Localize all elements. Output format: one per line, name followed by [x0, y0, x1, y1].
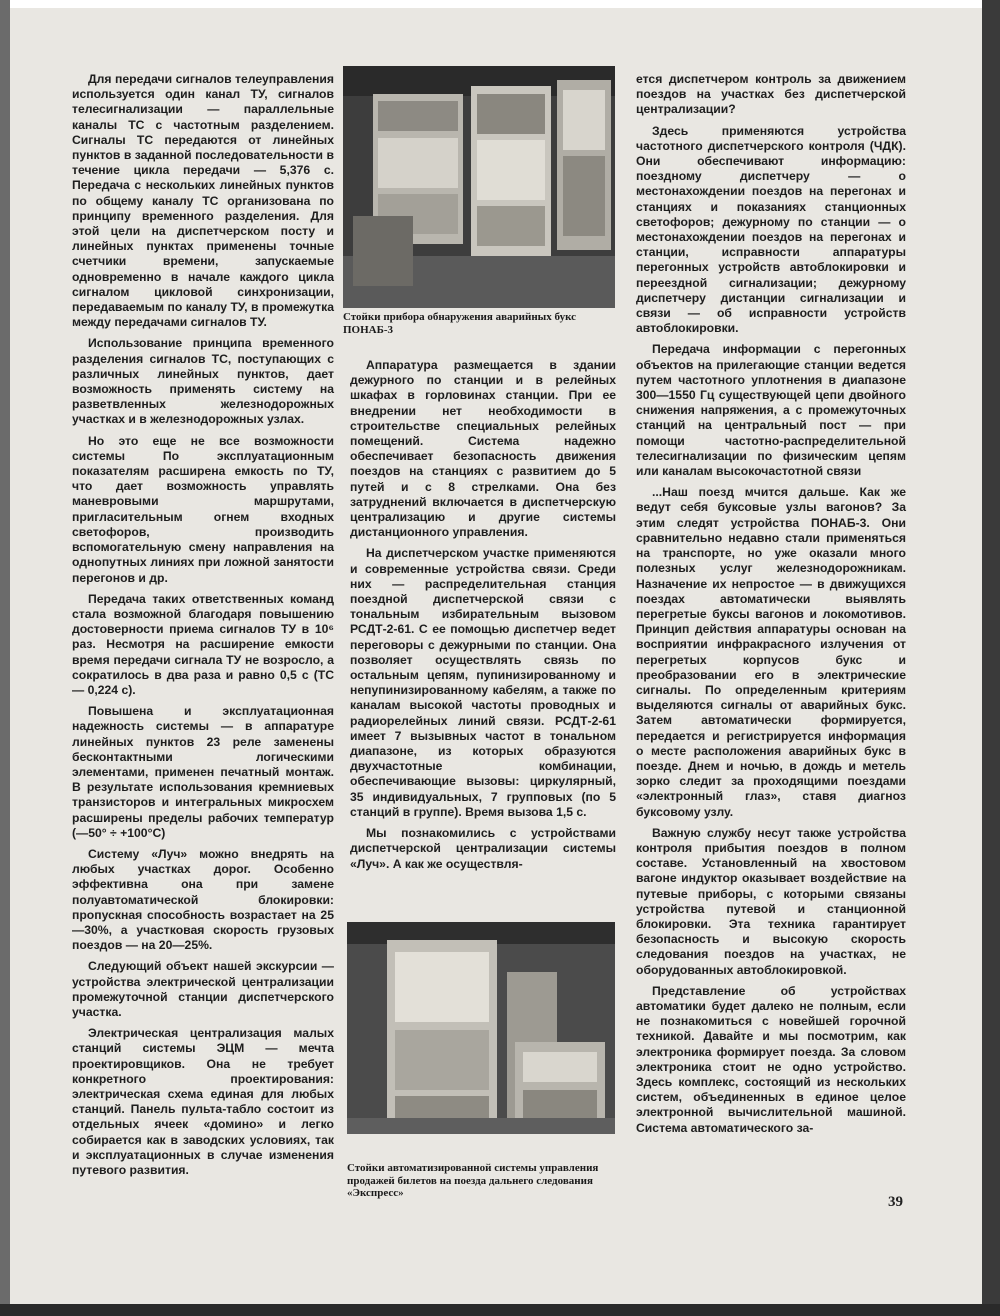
photo-ponab-racks-image [343, 66, 615, 308]
paragraph: Но это еще не все возможности системы По эксплуатационным показателям расширена емкость по ТУ, что дает возможность управлять маневровыми маршрутами, пригласительным огнем входных светофоров, производить вспомогательную смену направления на однопутных линиях при ложной занятости перегонов и др. [72, 433, 334, 585]
paragraph: Систему «Луч» можно внедрять на любых участках дорог. Особенно эффективна она при замене полуавтоматической блокировки: пропускная способность возрастает на 25—30%, а участковая скорость грузовых поездов — на 20—25%. [72, 846, 334, 953]
text-column-2 [350, 358, 616, 878]
text-column-1 [72, 72, 334, 1184]
page-left-edge [0, 0, 10, 1316]
photo-ponab-racks [343, 66, 615, 308]
paragraph: ...Наш поезд мчится дальше. Как же ведут себя буксовые узлы вагонов? За этим следят устройства ПОНАБ-3. Они сравнительно недавно стали применяться на транспорте, но уже оказали много полезных услуг железнодорожникам. Назначение их непростое — в движущихся поездах автоматически выявлять перегретые буксы вагонов и локомотивов. Принцип действия аппаратуры основан на восприятии инфракрасного излучения от перегретых корпусов букс и преобразовании его в электрические сигналы. По определенным критериям выделяются сигналы от аварийных букс. Затем автоматически формируется, передается и регистрируется информация о месте расположения аварийных букс в поезде. Днем и ночью, в дождь и метель зорко следит за проходящими поездами «электронный глаз», ставя диагноз буксовому узлу. [636, 485, 906, 819]
paragraph: Аппаратура размещается в здании дежурного по станции и в релейных шкафах в горловинах станции. При ее внедрении нет необходимости в строительстве специальных релейных помещений. Система надежно обеспечивает безопасность движения поездов на станциях с развитием до 5 путей и с 8 стрелками. Она без затруднений включается в диспетчерскую централизацию и другие системы дистанционного управления. [350, 358, 616, 540]
photo-express-racks [347, 922, 615, 1134]
paragraph: ется диспетчером контроль за движением поездов на участках без диспетчерской централизации? [636, 72, 906, 117]
paragraph: Повышена и эксплуатационная надежность системы — в аппаратуре линейных пунктов 23 реле заменены бесконтактными логическими элементами, применен печатный монтаж. В результате использования кремниевых транзисторов и интегральных микросхем расширены пределы рабочих температур (—50° ÷ +100°С) [72, 704, 334, 840]
text-column-3 [636, 72, 906, 1142]
paragraph: Следующий объект нашей экскурсии — устройства электрической централизации промежуточной станции диспетчерского участка. [72, 959, 334, 1019]
paragraph: Использование принципа временного разделения сигналов ТС, поступающих с различных линейных пунктов, дает возможность применять систему на разветвленных железнодорожных участках и в железнодорожных узлах. [72, 336, 334, 427]
photo-express-racks-image [347, 922, 615, 1134]
page-right-edge [982, 0, 1000, 1316]
page-number: 39 [888, 1194, 903, 1210]
paragraph: Важную службу несут также устройства контроля прибытия поездов в полном составе. Установленный на хвостовом вагоне индуктор оказывает воздействие на путевые приборы, с которыми связаны устройства путевой и станционной блокировки. Эта техника гарантирует безопасность и высокую скорость следования поездов на участках, не оборудованных автоблокировкой. [636, 825, 906, 977]
paragraph: Электрическая централизация малых станций системы ЭЦМ — мечта проектировщиков. Она не требует конкретного проектирования: электрическая схема единая для любых станций. Панель пульта-табло состоит из отдельных ячеек «домино» и легко собирается как в заводских условиях, так и эксплуатационных в случае изменения путевого развития. [72, 1026, 334, 1178]
photo-caption: Стойки прибора обнаружения аварийных букс ПОНАБ-3 [343, 311, 577, 336]
paragraph: Представление об устройствах автоматики будет далеко не полным, если не познакомиться с новейшей горочной техникой. Давайте и мы посмотрим, как электроника формирует поезда. За словом электроника стоит не одно устройство. Здесь комплекс, состоящий из нескольких систем, объединенных в единое целое электронной вычислительной машиной. Система автоматического за- [636, 983, 906, 1135]
paragraph: Здесь применяются устройства частотного диспетчерского контроля (ЧДК). Они обеспечивают информацию: поездному диспетчеру — о местонахождении поездов на перегонах и станциях и показаниях станционных светофоров; дежурному по станции — о местонахождении поездов на перегонах и станции, исправности аппаратуры перегонных устройств автоблокировки и переездной сигнализации; дежурному диспетчеру дистанции сигнализации и связи — об исправности устройств автоблокировки. [636, 123, 906, 336]
paragraph: Передача информации с перегонных объектов на прилегающие станции ведется путем частотного уплотнения в диапазоне 300—1550 Гц существующей цепи двойного снижения напряжения, а с промежуточных станций на центральный пост — при помощи частотно-распределительной телесигнализации по физическим цепям или каналам высокочастотной связи [636, 342, 906, 479]
paragraph: Передача таких ответственных команд стала возможной благодаря повышению достоверности приема сигналов ТУ в 10⁶ раз. Несмотря на расширение емкости время передачи сигнала ТУ не возросло, а сократилось в два раза и равно 0,5 с (ТС — 0,224 с). [72, 591, 334, 697]
paragraph: На диспетчерском участке применяются и современные устройства связи. Среди них — распределительная станция поездной диспетчерской связи с тональным избирательным вызовом РСДТ-2-61. С ее помощью диспетчер ведет переговоры с дежурными по станции. Она позволяет осуществлять связь по остальным цепям, пупинизированному и непупинизированному кабелям, а также по каналам высокой частоты проводных и радиорелейных линий связи. РСДТ-2-61 имеет 7 вызывных частот в тональном диапазоне, из которых образуются двухчастотные комбинации, обеспечивающие вызовы: циркулярный, 35 индивидуальных, 7 групповых (по 5 станций в группе). Время вызова 1,5 с. [350, 546, 616, 819]
paragraph: Для передачи сигналов телеуправления используется один канал ТУ, сигналов телесигнализации — параллельные каналы ТС с частотным разделением. Сигналы ТС передаются от линейных пунктов в заданной последовательности в течение цикла передачи — 5,376 с. Передача с нескольких линейных пунктов по общему каналу ТС организована по принципу временного разделения. Для этой цели на диспетчерском посту и линейных пунктах применены точные счетчики времени, запускаемые одновременно в начале каждого цикла сигналом цикловой синхронизации, передаваемым по каналу ТУ, в промежутка между передачами сигналов ТУ. [72, 72, 334, 330]
photo-caption: Стойки автоматизированной системы управления продажей билетов на поезда дальнего следования «Экспресс» [347, 1162, 599, 1199]
paragraph: Мы познакомились с устройствами диспетчерской централизации системы «Луч». А как же осуществля- [350, 826, 616, 871]
page-bottom-edge [0, 1304, 1000, 1316]
